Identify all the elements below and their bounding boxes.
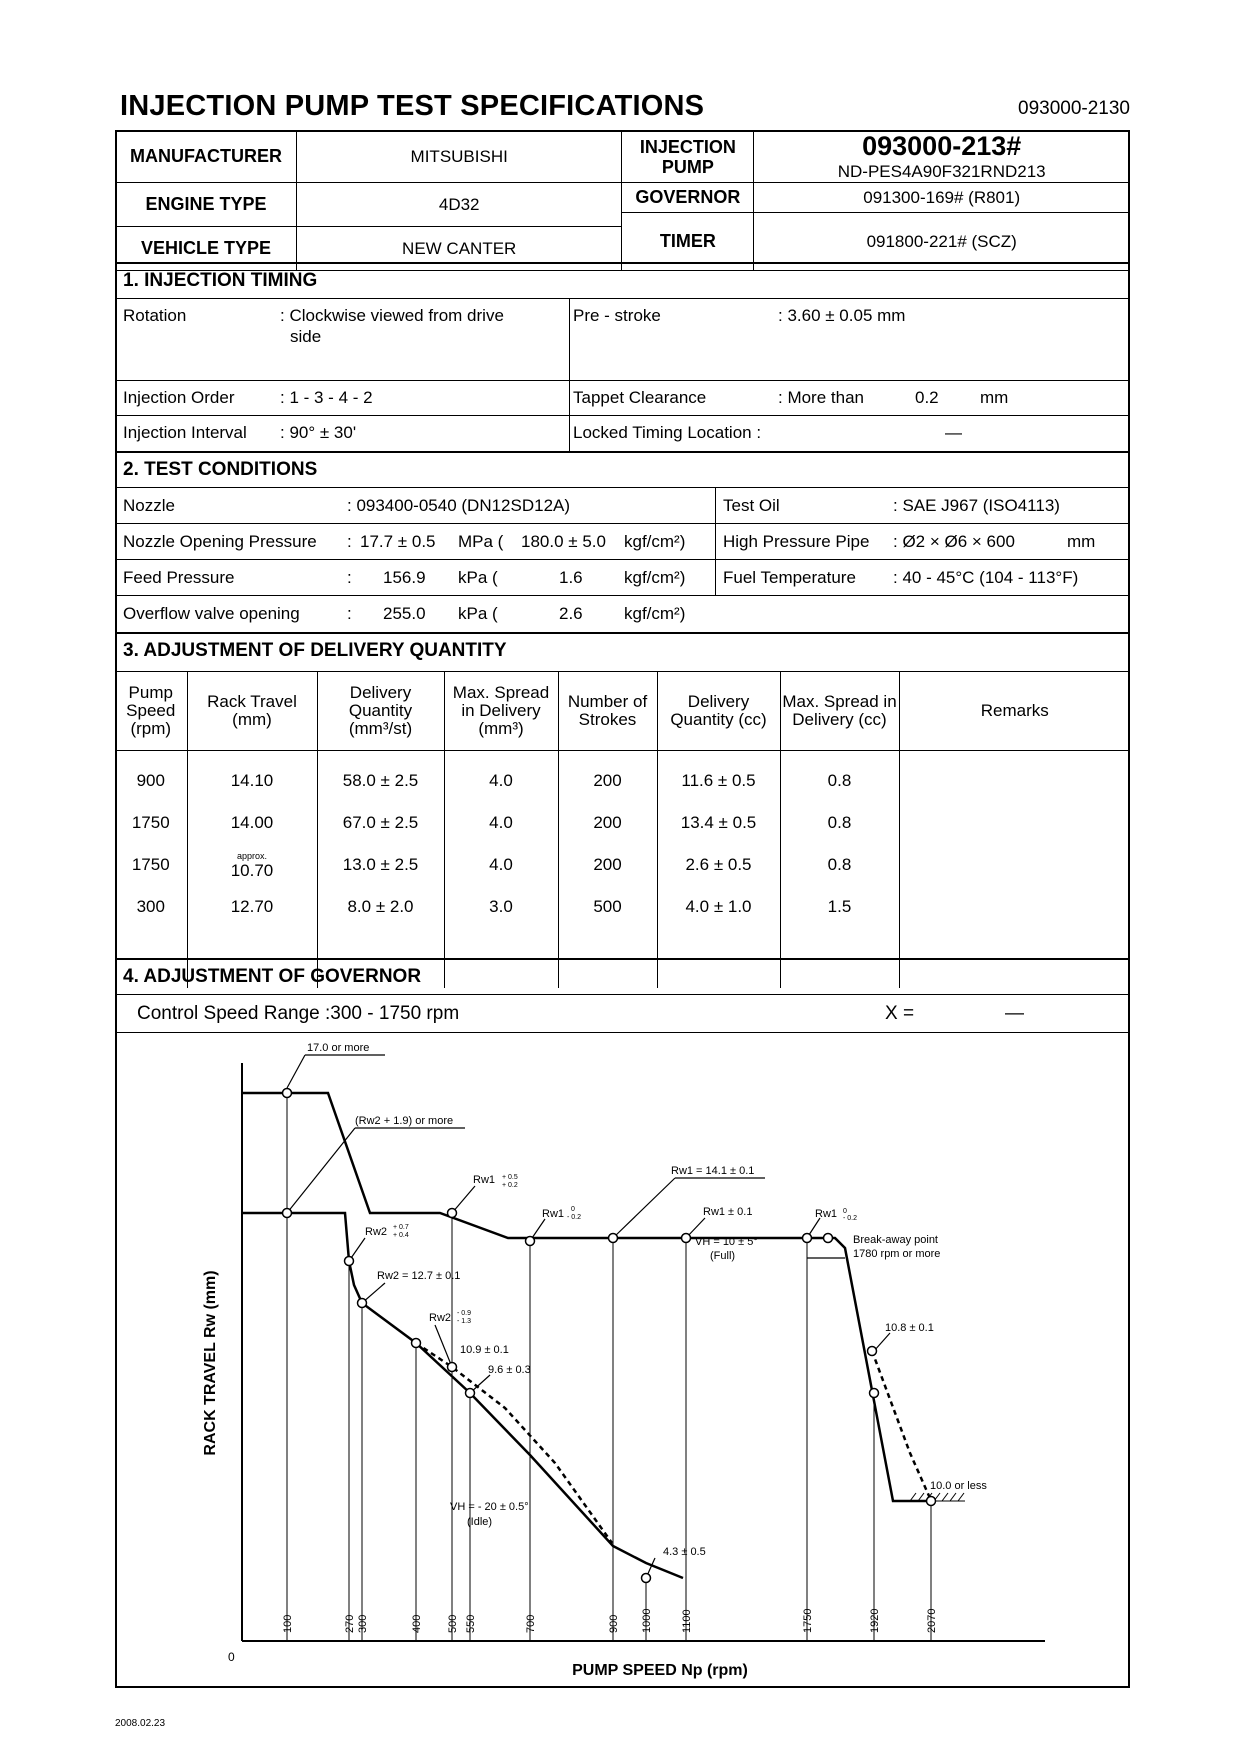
- document-number: 093000-2130: [1018, 98, 1130, 119]
- rack-value: 10.70: [230, 861, 274, 880]
- tick-label: 2070: [926, 1608, 938, 1633]
- high-pressure-pipe-value: : Ø2 × Ø6 × 600: [893, 532, 1015, 551]
- rotation-row: [115, 299, 1130, 381]
- annotation: 10.8 ± 0.1: [885, 1322, 934, 1334]
- rack-note: approx.: [236, 851, 268, 861]
- cell-spreadcc: 0.8: [780, 760, 899, 802]
- x-axis-label: PUMP SPEED Np (rpm): [572, 1662, 748, 1679]
- nop-label: Nozzle Opening Pressure: [123, 532, 317, 551]
- annotation: Rw1: [815, 1208, 838, 1220]
- governor-chart: [115, 1033, 1130, 1688]
- test-oil-label: Test Oil: [723, 496, 780, 515]
- annotation: Rw1 = 14.1 ± 0.1: [671, 1165, 755, 1177]
- reference-lines: [287, 1088, 931, 1641]
- locked-timing-value: —: [945, 423, 962, 442]
- cell-dqcc: 13.4 ± 0.5: [657, 802, 780, 844]
- tick-label: 1100: [681, 1609, 693, 1633]
- cell-speed: 1750: [131, 813, 170, 832]
- tappet-label: Tappet Clearance: [573, 388, 707, 407]
- feed-pressure-value: 156.9: [383, 568, 426, 587]
- section-injection-timing-heading: 1. INJECTION TIMING: [115, 262, 1130, 299]
- annotation: VH = 10 ± 5°: [695, 1236, 758, 1248]
- section-delivery-quantity-heading: 3. ADJUSTMENT OF DELIVERY QUANTITY: [115, 632, 1130, 672]
- injection-pump-model: ND-PES4A90F321RND213: [837, 162, 1046, 181]
- full-load-curve: [242, 1093, 931, 1501]
- tick-label: 1750: [802, 1608, 814, 1633]
- cell-remarks: [899, 760, 1130, 802]
- interval-label: Injection Interval: [123, 423, 247, 442]
- cell-spread: 4.0: [444, 844, 558, 886]
- cell-strokes: 500: [558, 886, 657, 928]
- col-remarks: Remarks: [899, 672, 1130, 750]
- fuel-temperature-value: : 40 - 45°C (104 - 113°F): [893, 568, 1079, 587]
- cell-speed: 900: [136, 771, 165, 790]
- cell-dq: 67.0 ± 2.5: [317, 802, 444, 844]
- footer-date: 2008.02.23: [115, 1718, 166, 1729]
- annotation: + 0.2: [502, 1182, 518, 1189]
- injection-pump-number: 093000-213#: [862, 131, 1022, 161]
- col-delivery-quantity-cc: Delivery Quantity (cc): [657, 672, 780, 750]
- leader-lines: [287, 1055, 890, 1578]
- tick-label: 300: [357, 1614, 369, 1633]
- section1-divider: [569, 299, 570, 451]
- feed-pressure-label: Feed Pressure: [123, 568, 235, 587]
- page-title: INJECTION PUMP TEST SPECIFICATIONS: [120, 90, 705, 122]
- feed-kg-value: 1.6: [559, 568, 583, 587]
- table-row: [115, 760, 1130, 802]
- annotation: + 0.7: [393, 1224, 409, 1231]
- overflow-valve-value: 255.0: [383, 604, 426, 623]
- rotation-value: : Clockwise viewed from drive: [280, 306, 504, 325]
- interval-value: : 90° ± 30': [280, 423, 357, 442]
- vehicle-type-value: NEW CANTER: [296, 227, 622, 271]
- annotation: (Idle): [467, 1516, 493, 1528]
- annotation: Rw2 = 12.7 ± 0.1: [377, 1270, 461, 1282]
- cell-dq: 13.0 ± 2.5: [317, 844, 444, 886]
- governor-label: GOVERNOR: [622, 183, 754, 213]
- annotation: 0: [571, 1206, 575, 1213]
- overflow-kg-unit: kgf/cm²): [624, 604, 686, 623]
- cell-spread: 3.0: [444, 886, 558, 928]
- annotation: Rw1 ± 0.1: [703, 1206, 753, 1218]
- timer-value: 091800-221# (SCZ): [754, 213, 1130, 271]
- breakaway-dashed: [872, 1351, 933, 1505]
- nop-kg-value: 180.0 ± 5.0: [521, 532, 606, 551]
- locked-timing-label: Locked Timing Location :: [573, 423, 762, 442]
- manufacturer-value: MITSUBISHI: [296, 131, 622, 183]
- fuel-temperature-label: Fuel Temperature: [723, 568, 856, 587]
- origin-label: 0: [228, 1650, 235, 1664]
- col-rack-travel: Rack Travel (mm): [187, 672, 317, 750]
- annotation: Rw1: [542, 1208, 565, 1220]
- annotation: Rw2: [429, 1312, 452, 1324]
- tick-label: 1000: [641, 1608, 653, 1633]
- annotation: 17.0 or more: [307, 1042, 370, 1054]
- control-speed-row: [115, 995, 1130, 1033]
- cell-remarks: [899, 844, 1130, 886]
- cell-remarks: [899, 886, 1130, 928]
- overflow-valve-unit: kPa (: [458, 604, 498, 623]
- manufacturer-label: MANUFACTURER: [116, 131, 297, 183]
- tick-label: 400: [411, 1614, 423, 1633]
- high-pressure-pipe-label: High Pressure Pipe: [723, 532, 870, 551]
- cell-dq: 8.0 ± 2.0: [317, 886, 444, 928]
- injection-pump-cell: [754, 131, 1130, 183]
- cell-spreadcc: 1.5: [780, 886, 899, 928]
- injection-pump-label: INJECTION PUMP: [622, 131, 754, 183]
- injection-order-label: Injection Order: [123, 388, 235, 407]
- tick-label: 270: [344, 1614, 356, 1633]
- rotation-value-cont: side: [290, 327, 322, 346]
- annotation: - 0.2: [567, 1214, 582, 1221]
- chart-annotations: [307, 1042, 987, 1558]
- feed-pressure-unit: kPa (: [458, 568, 498, 587]
- x-value: —: [1005, 1003, 1024, 1024]
- nop-unit: MPa (: [458, 532, 504, 551]
- cell-strokes: 200: [558, 844, 657, 886]
- nozzle-opening-pressure-row: [115, 524, 1130, 560]
- rotation-label: Rotation: [123, 306, 187, 325]
- annotation: + 0.5: [502, 1174, 518, 1181]
- annotation: - 0.2: [843, 1215, 858, 1222]
- annotation: 9.6 ± 0.3: [488, 1364, 531, 1376]
- cell-strokes: 200: [558, 760, 657, 802]
- annotation: 4.3 ± 0.5: [663, 1546, 706, 1558]
- table-row: [115, 802, 1130, 844]
- tappet-number: 0.2: [915, 388, 939, 407]
- annotation: 10.0 or less: [930, 1480, 987, 1492]
- feed-kg-unit: kgf/cm²): [624, 568, 686, 587]
- cell-spread: 4.0: [444, 802, 558, 844]
- header-table: [115, 130, 1130, 271]
- injection-order-value: : 1 - 3 - 4 - 2: [280, 388, 373, 407]
- injection-interval-row: [115, 416, 1130, 451]
- annotation: + 0.4: [393, 1232, 409, 1239]
- idle-curve: [242, 1213, 683, 1578]
- nop-kg-unit: kgf/cm²): [624, 532, 686, 551]
- col-delivery-quantity: Delivery Quantity (mm³/st): [317, 672, 444, 750]
- tick-label: 1920: [869, 1608, 881, 1633]
- section-governor-heading: 4. ADJUSTMENT OF GOVERNOR: [115, 958, 1130, 995]
- annotation: 10.9 ± 0.1: [460, 1344, 509, 1356]
- prestroke-label: Pre - stroke: [573, 306, 661, 325]
- tick-label: 500: [447, 1614, 459, 1633]
- tappet-value: : More than: [778, 388, 864, 407]
- measure-points: [283, 1089, 936, 1583]
- cell-rack: [187, 844, 317, 886]
- annotation: VH = - 20 ± 0.5°: [450, 1501, 529, 1513]
- cell-speed: 300: [136, 897, 165, 916]
- annotation: - 1.3: [457, 1318, 472, 1325]
- cell-rack: 12.70: [187, 886, 317, 928]
- cell-rack: 14.00: [187, 802, 317, 844]
- nop-colon: :: [347, 532, 352, 551]
- overflow-colon: :: [347, 604, 352, 623]
- annotation: - 0.9: [457, 1310, 472, 1317]
- cell-rack: 14.10: [187, 760, 317, 802]
- cell-dqcc: 4.0 ± 1.0: [657, 886, 780, 928]
- high-pressure-pipe-unit: mm: [1067, 532, 1096, 551]
- overflow-valve-label: Overflow valve opening: [123, 604, 300, 623]
- engine-type-value: 4D32: [296, 183, 622, 227]
- cell-dqcc: 2.6 ± 0.5: [657, 844, 780, 886]
- tick-label: 900: [608, 1614, 620, 1633]
- col-max-spread-cc: Max. Spread in Delivery (cc): [780, 672, 899, 750]
- cell-spread: 4.0: [444, 760, 558, 802]
- cell-remarks: [899, 802, 1130, 844]
- annotation: Break-away point: [853, 1234, 938, 1246]
- x-label: X =: [885, 1003, 915, 1024]
- overflow-kg-value: 2.6: [559, 604, 583, 623]
- engine-type-label: ENGINE TYPE: [116, 183, 297, 227]
- tick-label: 100: [282, 1614, 294, 1633]
- cell-spreadcc: 0.8: [780, 844, 899, 886]
- col-max-spread: Max. Spread in Delivery (mm³): [444, 672, 558, 750]
- col-pump-speed: Pump Speed (rpm): [115, 672, 187, 750]
- delivery-quantity-table: [115, 672, 1130, 988]
- injection-order-row: [115, 381, 1130, 416]
- feed-colon: :: [347, 568, 352, 587]
- timer-label: TIMER: [622, 213, 754, 271]
- table-row: [115, 886, 1130, 928]
- nop-value: 17.7 ± 0.5: [360, 532, 436, 551]
- annotation: 0: [843, 1208, 847, 1215]
- overflow-valve-row: [115, 596, 1130, 632]
- annotation: 1780 rpm or more: [853, 1248, 941, 1260]
- y-axis-label: RACK TRAVEL Rw (mm): [202, 1270, 219, 1456]
- tick-label: 550: [465, 1614, 477, 1633]
- cell-spreadcc: 0.8: [780, 802, 899, 844]
- test-oil-value: : SAE J967 (ISO4113): [893, 496, 1060, 515]
- section2-divider: [715, 488, 716, 596]
- prestroke-value: : 3.60 ± 0.05 mm: [778, 306, 906, 325]
- tappet-unit: mm: [980, 388, 1009, 407]
- annotation: (Full): [710, 1250, 736, 1262]
- cell-dq: 58.0 ± 2.5: [317, 760, 444, 802]
- cell-speed: 1750: [131, 855, 170, 874]
- nozzle-value: : 093400-0540 (DN12SD12A): [347, 496, 571, 515]
- annotation: Rw2: [365, 1226, 388, 1238]
- annotation: Rw1: [473, 1174, 496, 1186]
- cell-strokes: 200: [558, 802, 657, 844]
- section-test-conditions-heading: 2. TEST CONDITIONS: [115, 451, 1130, 488]
- nozzle-row: [115, 488, 1130, 524]
- tick-labels: [282, 1609, 938, 1633]
- vehicle-type-label: VEHICLE TYPE: [116, 227, 297, 271]
- col-number-of-strokes: Number of Strokes: [558, 672, 657, 750]
- annotation: (Rw2 + 1.9) or more: [355, 1115, 454, 1127]
- tick-label: 700: [525, 1614, 537, 1633]
- cell-dqcc: 11.6 ± 0.5: [657, 760, 780, 802]
- control-speed-range: Control Speed Range :300 - 1750 rpm: [137, 1003, 460, 1024]
- feed-pressure-row: [115, 560, 1130, 596]
- nozzle-label: Nozzle: [123, 496, 175, 515]
- governor-value: 091300-169# (R801): [754, 183, 1130, 213]
- table-row: [115, 844, 1130, 886]
